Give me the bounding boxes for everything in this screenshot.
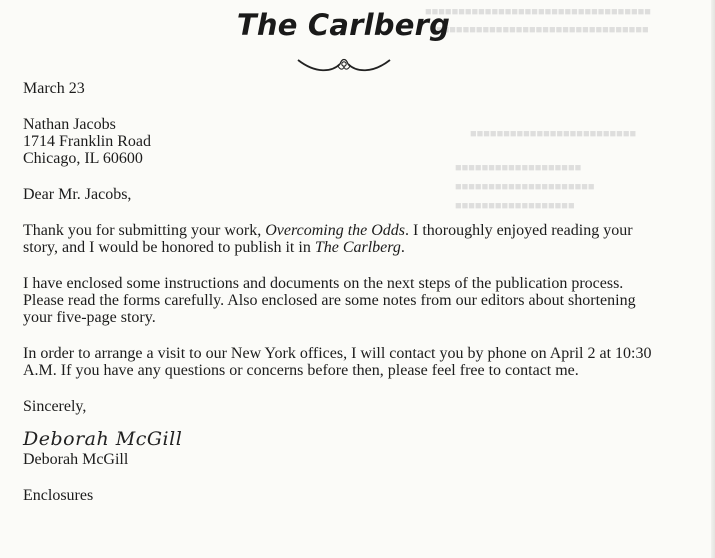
flourish-ornament: [296, 52, 392, 74]
recipient-street: 1714 Franklin Road: [23, 133, 151, 150]
bleed-through-text: ■■■■■■■■■■■■■■■■■■■■■: [455, 181, 595, 193]
paragraph-enclosures: I have enclosed some instructions and documents on the next steps of the publication process. Please read the forms carefully. Also enclosed are some notes from our editors about shortening your five-page story.: [23, 275, 636, 326]
salutation: Dear Mr. Jacobs,: [23, 186, 132, 203]
enclosures-note: Enclosures: [23, 487, 94, 504]
letter-body: [23, 80, 683, 504]
closing: Sincerely,: [23, 398, 87, 415]
recipient-name: Nathan Jacobs: [23, 116, 116, 133]
recipient-address: [23, 116, 683, 167]
letterhead: [0, 8, 695, 42]
bleed-through-text: ■■■■■■■■■■■■■■■■■■■■■■■■■■■■■■■■: [436, 24, 649, 36]
handwritten-signature: Deborah McGill: [23, 428, 183, 450]
page-edge-shadow: [711, 0, 715, 558]
bleed-through-text: ■■■■■■■■■■■■■■■■■■■■■■■■■: [470, 128, 637, 140]
paragraph-thank-you: Thank you for submitting your work, Overcoming the Odds. I thoroughly enjoyed reading your story, and I would be honored to publish it in The Carlberg.: [23, 222, 633, 256]
publication-logo: The Carlberg: [236, 8, 451, 42]
publication-name: The Carlberg: [314, 239, 401, 256]
work-title: Overcoming the Odds: [265, 222, 406, 239]
paragraph-visit: In order to arrange a visit to our New York offices, I will contact you by phone on April 2 at 10:30 A.M. If you have any questions or concerns before then, please feel free to contact me.: [23, 345, 652, 379]
bleed-through-text: ■■■■■■■■■■■■■■■■■■: [455, 200, 575, 212]
signer-name: Deborah McGill: [23, 451, 129, 468]
recipient-city: Chicago, IL 60600: [23, 150, 143, 167]
time-suffix: A.M.: [23, 362, 57, 379]
bleed-through-text: ■■■■■■■■■■■■■■■■■■■■■■■■■■■■■■■■■■: [425, 6, 651, 18]
bleed-through-text: ■■■■■■■■■■■■■■■■■■■: [455, 162, 582, 174]
letter-date: March 23: [23, 80, 85, 97]
